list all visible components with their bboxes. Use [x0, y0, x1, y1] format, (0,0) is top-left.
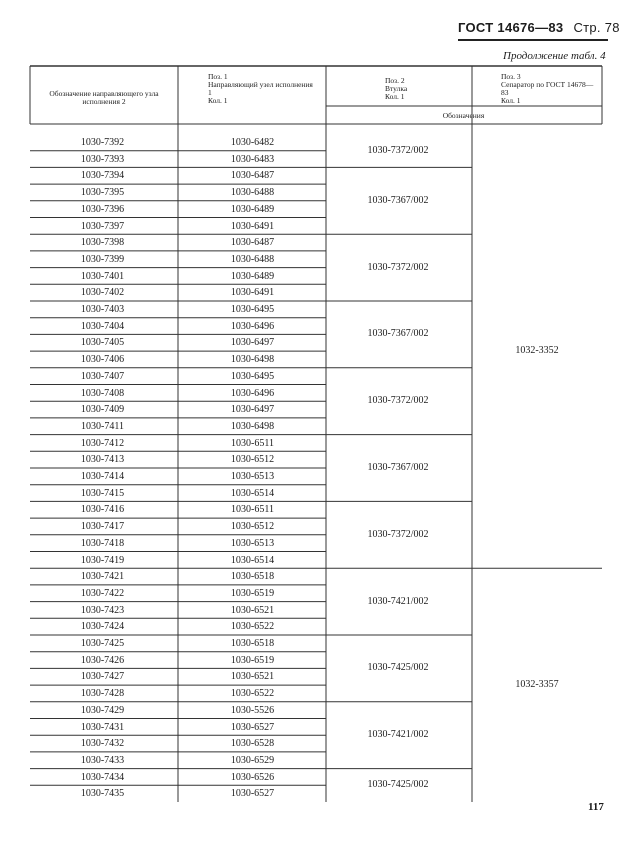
row-designation: 1030-7392	[80, 137, 125, 148]
row-designation: 1030-7397	[80, 220, 125, 232]
row-guide-unit: 1030-6488	[230, 253, 275, 265]
row-guide-unit: 1030-6513	[230, 471, 275, 482]
subheader-designations: Обозначения	[442, 111, 485, 120]
row-designation: 1030-7399	[80, 253, 125, 265]
row-guide-unit: 1030-6482	[230, 137, 275, 148]
row-guide-unit: 1030-6519	[230, 587, 275, 599]
row-guide-unit: 1030-6521	[230, 604, 275, 616]
row-designation: 1030-7422	[80, 587, 125, 599]
row-designation: 1030-7403	[80, 304, 125, 315]
row-guide-unit: 1030-6496	[230, 387, 275, 399]
row-designation: 1030-7421	[80, 571, 125, 583]
row-designation: 1030-7401	[80, 270, 125, 282]
row-guide-unit: 1030-6513	[230, 537, 275, 549]
standard-title: ГОСТ 14676—83	[458, 20, 564, 35]
row-designation: 1030-7425	[80, 638, 125, 649]
row-designation: 1030-7405	[80, 337, 125, 349]
row-designation: 1030-7412	[80, 437, 125, 449]
row-guide-unit: 1030-6522	[230, 688, 275, 700]
row-designation: 1030-7415	[80, 487, 125, 499]
col2-header: Поз. 1 Направляющий узел исполнения 1 Кол. 1	[208, 72, 313, 105]
row-guide-unit: 1030-6487	[230, 237, 275, 249]
row-designation: 1030-7414	[80, 471, 125, 482]
row-designation: 1030-7413	[80, 454, 125, 466]
row-designation: 1030-7396	[80, 203, 125, 215]
row-guide-unit: 1030-6487	[230, 170, 275, 182]
row-designation: 1030-7424	[80, 621, 125, 633]
row-guide-unit: 1030-6527	[230, 788, 275, 800]
row-guide-unit: 1030-6491	[230, 220, 275, 232]
row-guide-unit: 1030-6498	[230, 420, 275, 432]
row-guide-unit: 1030-6495	[230, 304, 275, 315]
row-guide-unit: 1030-6521	[230, 671, 275, 683]
row-guide-unit: 1030-6512	[230, 521, 275, 533]
row-guide-unit: 1030-6522	[230, 621, 275, 633]
bushing-group: 1030-7425/002	[367, 779, 429, 791]
row-designation: 1030-7411	[81, 420, 124, 432]
row-designation: 1030-7393	[80, 153, 125, 165]
row-guide-unit: 1030-6529	[230, 754, 275, 766]
bushing-group: 1030-7372/002	[367, 144, 429, 156]
page-number: 117	[588, 801, 604, 813]
row-guide-unit: 1030-6511	[231, 437, 274, 449]
row-designation: 1030-7435	[80, 788, 125, 800]
row-guide-unit: 1030-6488	[230, 187, 275, 199]
row-designation: 1030-7419	[80, 554, 125, 566]
row-designation: 1030-7395	[80, 187, 125, 199]
bushing-group: 1030-7372/002	[367, 395, 429, 407]
row-guide-unit: 1030-6491	[230, 287, 275, 299]
bushing-group: 1030-7367/002	[367, 328, 429, 340]
row-designation: 1030-7402	[80, 287, 125, 299]
row-guide-unit: 1030-6527	[230, 721, 275, 733]
row-designation: 1030-7432	[80, 738, 125, 750]
row-guide-unit: 1030-6518	[230, 571, 275, 583]
row-guide-unit: 1030-6483	[230, 153, 275, 165]
row-guide-unit: 1030-6528	[230, 738, 275, 750]
table-continuation-label: Продолжение табл. 4	[503, 50, 606, 62]
col3-header: Поз. 2 Втулка Кол. 1	[385, 76, 408, 101]
row-guide-unit: 1030-6497	[230, 404, 275, 416]
row-guide-unit: 1030-6519	[230, 654, 275, 666]
row-designation: 1030-7417	[80, 521, 125, 533]
bushing-group: 1030-7421/002	[367, 595, 429, 607]
row-designation: 1030-7394	[80, 170, 125, 182]
row-designation: 1030-7409	[80, 404, 125, 416]
row-designation: 1030-7431	[80, 721, 125, 733]
row-designation: 1030-7426	[80, 654, 125, 666]
page-label: Стр. 78	[573, 20, 620, 35]
row-guide-unit: 1030-6496	[230, 320, 275, 332]
row-designation: 1030-7416	[80, 504, 125, 516]
row-designation: 1030-7418	[80, 537, 125, 549]
row-designation: 1030-7434	[80, 771, 125, 783]
row-designation: 1030-7404	[80, 320, 125, 332]
bushing-group: 1030-7421/002	[367, 729, 429, 741]
row-guide-unit: 1030-6498	[230, 354, 275, 366]
row-designation: 1030-7406	[80, 354, 125, 366]
row-designation: 1030-7408	[80, 387, 125, 399]
row-designation: 1030-7407	[80, 370, 125, 382]
bushing-group: 1030-7367/002	[367, 194, 429, 206]
row-guide-unit: 1030-6495	[230, 370, 275, 382]
separator-group: 1032-3357	[515, 679, 559, 691]
row-guide-unit: 1030-6518	[230, 638, 275, 649]
separator-group: 1032-3352	[515, 345, 559, 357]
row-guide-unit: 1030-6514	[230, 487, 275, 499]
row-guide-unit: 1030-5526	[230, 704, 275, 716]
row-guide-unit: 1030-6489	[230, 270, 275, 282]
row-guide-unit: 1030-6512	[230, 454, 275, 466]
row-guide-unit: 1030-6511	[231, 504, 274, 516]
row-designation: 1030-7423	[80, 604, 125, 616]
row-designation: 1030-7428	[80, 688, 125, 700]
bushing-group: 1030-7425/002	[367, 662, 429, 674]
row-designation: 1030-7427	[80, 671, 125, 683]
bushing-group: 1030-7372/002	[367, 528, 429, 540]
col4-header: Поз. 3 Сепаратор по ГОСТ 14678—83 Кол. 1	[501, 72, 594, 105]
bushing-group: 1030-7367/002	[367, 462, 429, 473]
row-designation: 1030-7433	[80, 754, 125, 766]
row-guide-unit: 1030-6489	[230, 203, 275, 215]
row-guide-unit: 1030-6514	[230, 554, 275, 566]
row-guide-unit: 1030-6526	[230, 771, 275, 783]
row-designation: 1030-7398	[80, 237, 125, 249]
col1-header: Обозначение направляющего узла исполнения 2	[49, 89, 159, 106]
bushing-group: 1030-7372/002	[367, 261, 429, 273]
row-guide-unit: 1030-6497	[230, 337, 275, 349]
row-designation: 1030-7429	[80, 704, 125, 716]
